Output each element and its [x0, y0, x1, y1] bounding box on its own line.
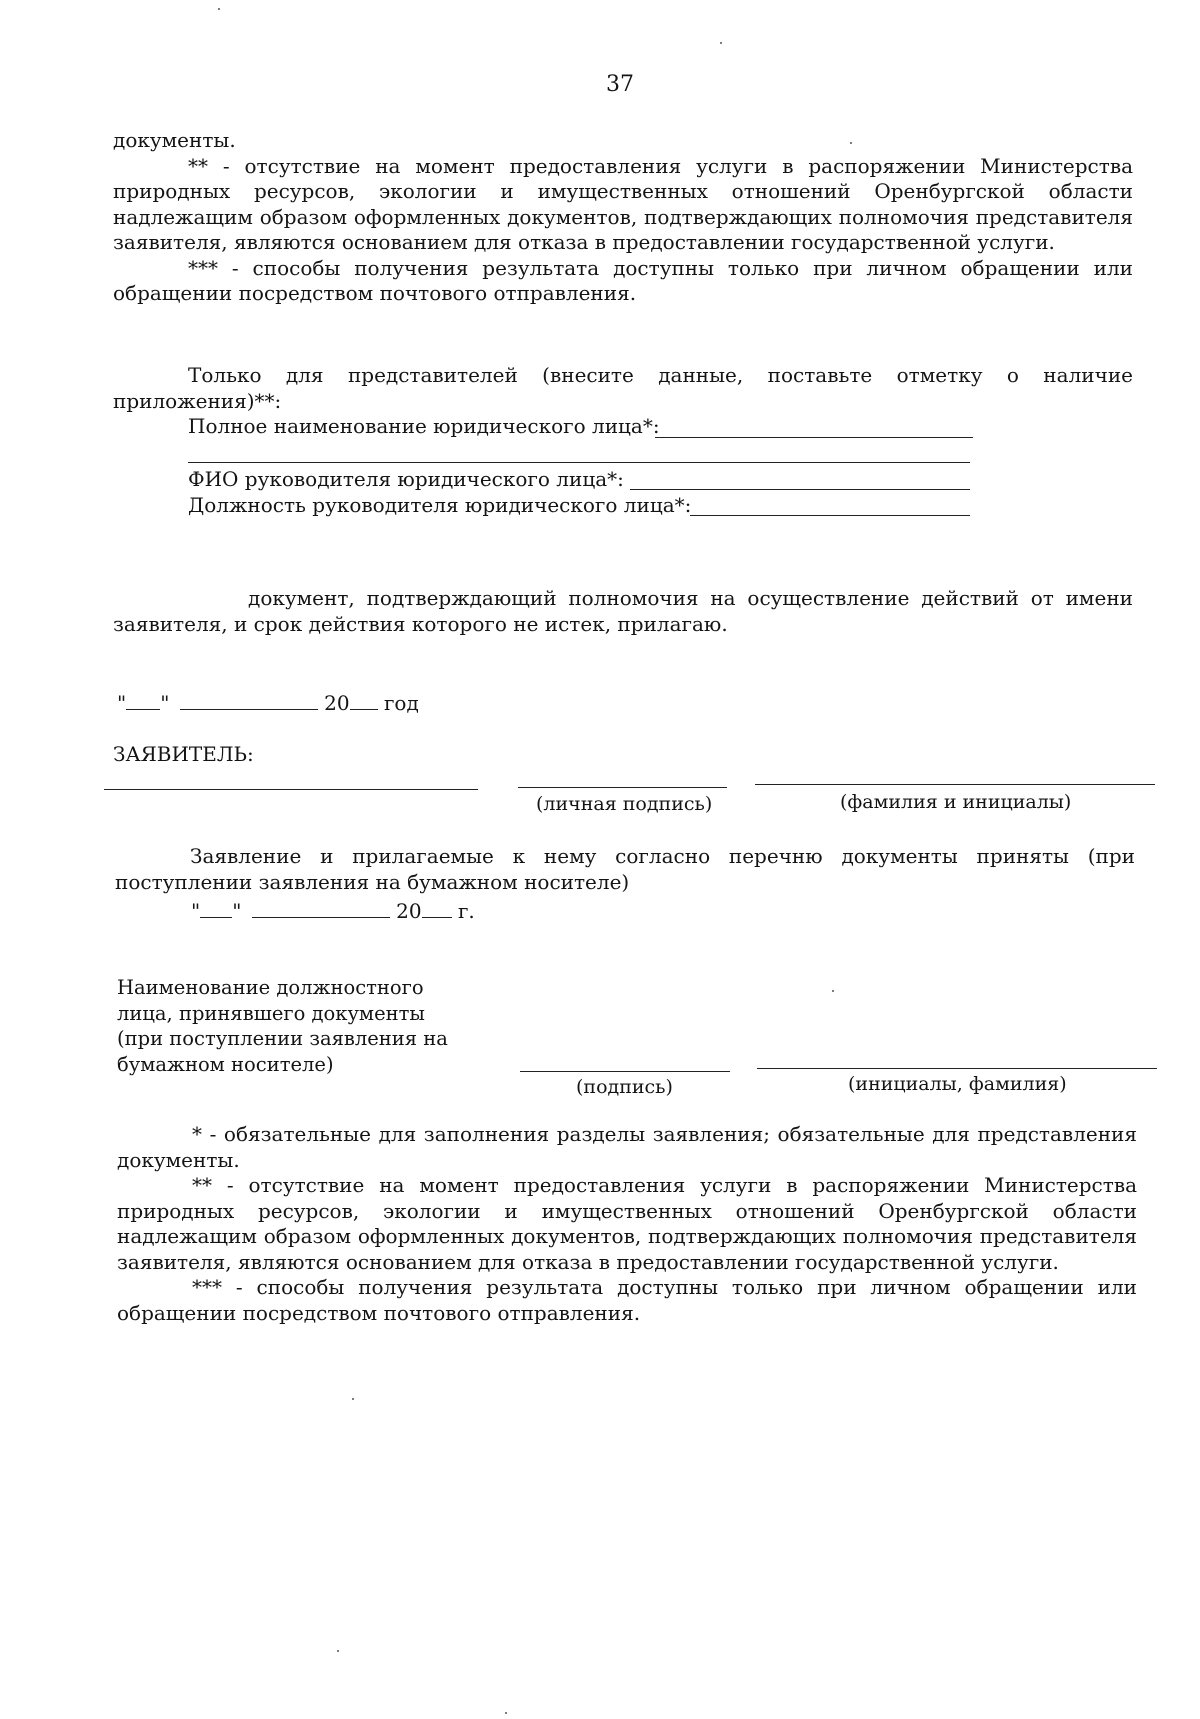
official-name-caption: (инициалы, фамилия): [848, 1073, 1067, 1095]
date-day-field[interactable]: [126, 691, 160, 710]
scan-speck: [720, 42, 722, 44]
head-fio-label: ФИО руководителя юридического лица*:: [188, 467, 624, 491]
representatives-intro: Только для представителей (внесите данные, поставьте отметку о наличие приложения)**:: [113, 363, 1133, 413]
scan-speck: [352, 1398, 354, 1400]
date-quote-open: ": [117, 691, 127, 715]
scan-speck: [850, 142, 852, 144]
footnote-triple-star: *** - способы получения результата доступны только при личном обращении или обращении посредством почтового отправления.: [113, 255, 1133, 305]
applicant-signature-field[interactable]: [518, 787, 727, 788]
head-position-field[interactable]: [690, 515, 970, 516]
footnote-continuation: документы.: [113, 128, 236, 152]
official-signature-field[interactable]: [520, 1071, 730, 1072]
official-label: Наименование должностного лица, принявшего документы (при поступлении заявления на бумажном носителе): [117, 976, 448, 1076]
date-year-field[interactable]: [350, 691, 378, 710]
acceptance-year-field[interactable]: [422, 899, 452, 918]
applicant-org-field[interactable]: [104, 789, 478, 790]
legal-entity-name-label: Полное наименование юридического лица*:: [188, 414, 660, 438]
bottom-footnote-triple-star: *** - способы получения результата доступны только при личном обращении или обращении посредством почтового отправления.: [117, 1275, 1137, 1325]
attachment-statement: документ, подтверждающий полномочия на осуществление действий от имени заявителя, и срок действия которого не истек, прилагаю.: [113, 586, 1133, 636]
head-position-label: Должность руководителя юридического лица*:: [188, 493, 692, 517]
bottom-footnotes: [117, 1122, 1137, 1326]
scan-speck: [337, 1650, 339, 1652]
date-year-prefix: 20: [324, 691, 350, 715]
acceptance-year-suffix: г.: [457, 899, 475, 923]
acceptance-quote-close: ": [232, 899, 242, 923]
top-footnotes: [113, 128, 1133, 307]
acceptance-text: Заявление и прилагаемые к нему согласно перечню документы приняты (при поступлении заявления на бумажном носителе): [115, 844, 1135, 894]
head-fio-field[interactable]: [630, 489, 970, 490]
bottom-footnote-double-star: ** - отсутствие на момент предоставления услуги в распоряжении Министерства природных ресурсов, экологии и имущественных отношений Оренбургской области надлежащим образом оформленных документов, подтверждающих полномочия представителя заявителя, являются основанием для отказа в предоставлении государственной услуги.: [117, 1173, 1137, 1274]
acceptance-day-field[interactable]: [200, 899, 232, 918]
scan-speck: [505, 1712, 507, 1714]
acceptance-month-field[interactable]: [252, 899, 390, 918]
acceptance-date-line: [191, 899, 475, 924]
applicant-label: ЗАЯВИТЕЛЬ:: [113, 742, 254, 766]
official-signature-caption: (подпись): [576, 1076, 673, 1098]
legal-entity-name-field-line2[interactable]: [188, 462, 970, 463]
scan-speck: [832, 990, 834, 992]
bottom-footnote-single-star: * - обязательные для заполнения разделы заявления; обязательные для представления документы.: [117, 1122, 1137, 1172]
date-quote-close: ": [160, 691, 170, 715]
scan-speck: [218, 8, 220, 10]
applicant-signature-caption: (личная подпись): [536, 793, 713, 815]
official-name-field[interactable]: [757, 1068, 1157, 1069]
acceptance-year-prefix: 20: [396, 899, 422, 923]
acceptance-quote-open: ": [191, 899, 201, 923]
applicant-name-field[interactable]: [755, 784, 1155, 785]
date-year-suffix: год: [383, 691, 419, 715]
footnote-double-star: ** - отсутствие на момент предоставления услуги в распоряжении Министерства природных ресурсов, экологии и имущественных отношений Оренбургской области надлежащим образом оформленных документов, подтверждающих полномочия представителя заявителя, являются основанием для отказа в предоставлении государственной услуги.: [113, 153, 1133, 254]
legal-entity-name-field[interactable]: [655, 437, 973, 438]
date-line: [117, 691, 419, 716]
applicant-name-caption: (фамилия и инициалы): [840, 791, 1072, 813]
date-month-field[interactable]: [180, 691, 318, 710]
page-number: 37: [606, 72, 634, 97]
